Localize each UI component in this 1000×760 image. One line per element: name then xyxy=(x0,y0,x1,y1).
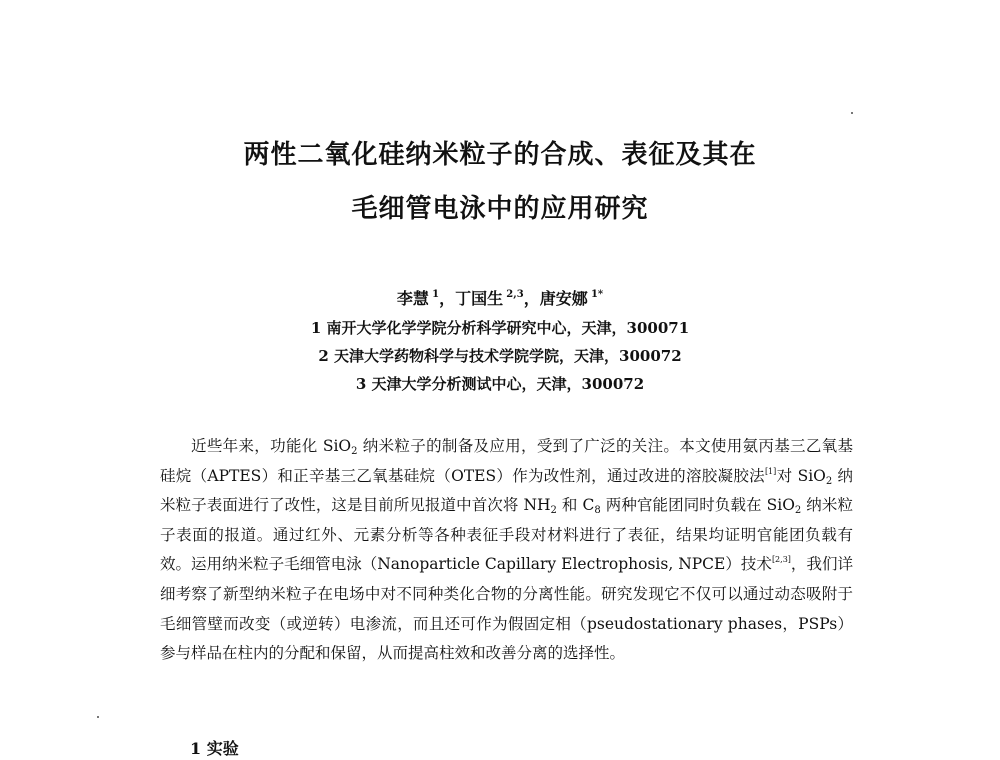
author-name: 丁国生 xyxy=(455,289,504,308)
paper-title-line-2: 毛细管电泳中的应用研究 xyxy=(351,194,649,224)
author-affiliation-mark: 1 xyxy=(432,289,440,300)
affiliation-1: 1 南开大学化学学院分析科学研究中心，天津，300071 xyxy=(310,319,690,337)
author-separator: ， xyxy=(523,289,540,308)
author-name: 唐安娜 xyxy=(539,289,588,308)
scan-speck xyxy=(851,112,853,114)
scan-speck xyxy=(97,716,99,718)
author-list xyxy=(0,288,1000,310)
author-name: 李慧 xyxy=(396,289,429,308)
author-affiliation-mark: 2,3 xyxy=(506,289,524,300)
author-separator: ， xyxy=(439,289,456,308)
citation-ref: [2,3] xyxy=(771,555,791,565)
affiliation-3: 3 天津大学分析测试中心，天津，300072 xyxy=(355,375,645,393)
paper-title-line-1: 两性二氧化硅纳米粒子的合成、表征及其在 xyxy=(243,140,757,170)
section-heading: 1 实验 xyxy=(190,739,239,758)
citation-ref: [1] xyxy=(764,466,777,476)
affiliation-2: 2 天津大学药物科学与技术学院学院，天津，300072 xyxy=(318,347,682,365)
abstract-paragraph: 近些年来，功能化 SiO$_2$ 纳米粒子的制备及应用，受到了广泛的关注。本文使用氨丙基三乙氧基硅烷（APTES）和正辛基三乙氧基硅烷（OTES）作为改性剂，通过改进的溶胶凝胶法[1]对 SiO$_2$ 纳米粒子表面进行了改性，这是目前所见报道中首次将 $NH_2$ 和 $C_8$ 两种官能团同时负载在 SiO$_2$ 纳米粒子表面的报道。通过红外、元素分析等各种表征手段对材料进行了表征，结果均证明官能团负载有效。运用纳米粒子毛细管电泳（Nanoparticle Capillary Electrophosis, NPCE）技术[2,3]，我们详细考察了新型纳米粒子在电场中对不同种类化合物的分离性能。研究发现它不仅可以通过动态吸附于毛细管壁而改变（或逆转）电渗流，而且还可作为假固定相（pseudostationary phases，PSPs）参与样品在柱内的分配和保留，从而提高柱效和改善分离的选择性。 xyxy=(160,437,853,663)
author-affiliation-mark: 1* xyxy=(590,289,604,300)
